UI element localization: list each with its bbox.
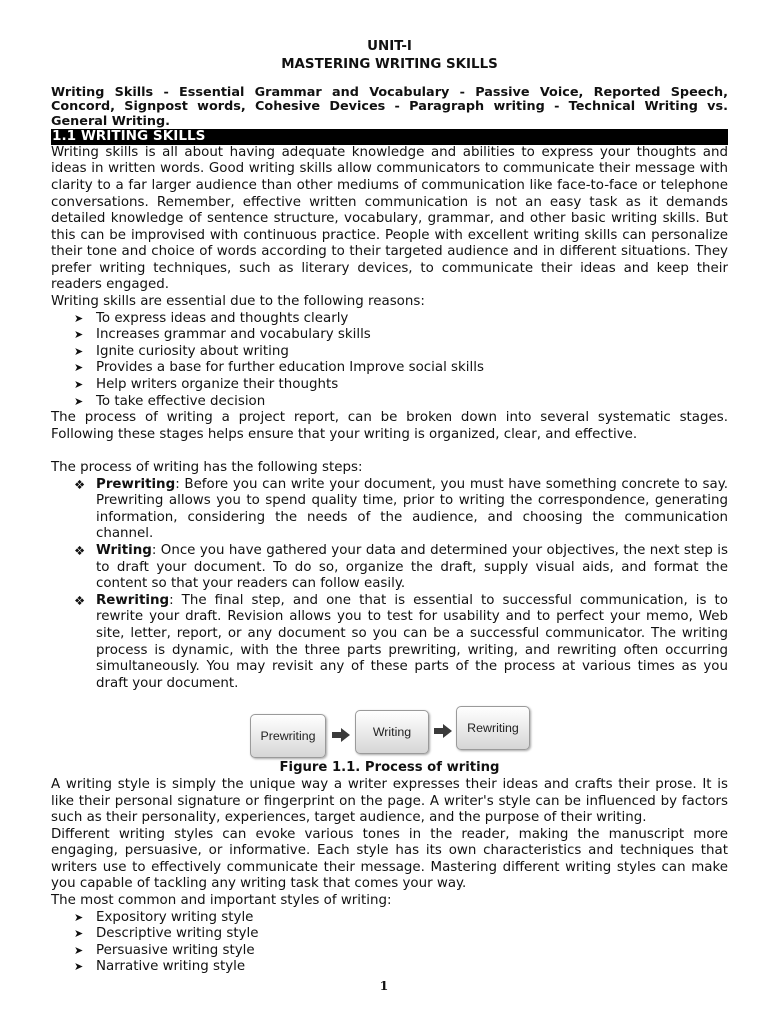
list-item: ➤ To express ideas and thoughts clearly: [74, 310, 349, 326]
arrowhead-bullet-icon: ➤: [74, 960, 84, 974]
diamond-bullet-icon: ❖: [74, 542, 86, 558]
writing-box: Writing: [355, 710, 429, 754]
steps-intro: The process of writing has the following steps:: [51, 460, 363, 475]
prewriting-box: Prewriting: [250, 714, 326, 758]
list-item: ➤ Help writers organize their thoughts: [74, 377, 339, 393]
arrowhead-bullet-icon: ➤: [74, 927, 84, 941]
figure-caption: Figure 1.1. Process of writing: [279, 760, 500, 776]
process-paragraph: The process of writing a project report, can be broken down into several systematic stages. Following these stages helps ensure that your writing is organized, clear, and effective.: [51, 410, 728, 442]
arrowhead-bullet-icon: ➤: [74, 943, 84, 957]
step-text: : The final step, and one that is essential to successful communication, is to rewrite your draft. Revision allows you to test for usability and to perfect your memo, Web site, letter, report, or any document so you can be a successful communicator. The writing process is dynamic, with the three parts prewriting, writing, and rewriting often occurring simultaneously. You may revisit any of these parts of the process at various times as you draft your document.: [96, 592, 728, 691]
document-page: [51, 38, 728, 976]
list-item: ➤ Narrative writing style: [74, 959, 246, 975]
list-item: ➤ Ignite curiosity about writing: [74, 343, 289, 359]
step-text: : Before you can write your document, you must have something concrete to say. Prewriting allows you to spend quality time, prior to writing the correspondence, generating information, considering the needs of the audience, and choosing the communication channel.: [96, 476, 728, 542]
diamond-bullet-icon: ❖: [74, 592, 86, 608]
right-arrow-icon: [332, 728, 350, 742]
arrowhead-bullet-icon: ➤: [74, 311, 84, 325]
style-paragraph: A writing style is simply the unique way a writer expresses their ideas and crafts their prose. It is like their personal signature or fingerprint on the page. A writer's style can be influenced by factors such as their personality, experiences, target audience, and the purpose of their writing.: [51, 776, 728, 826]
list-item: ➤ Provides a base for further education Improve social skills: [74, 360, 484, 376]
list-item: ➤ Descriptive writing style: [74, 926, 259, 942]
style-paragraph: Different writing styles can evoke various tones in the reader, making the manuscript more engaging, persuasive, or informative. Each style has its own characteristics and techniques that writers use to effectively communicate their message. Mastering different writing styles can make you capable of tackling any writing task that comes your way.: [51, 826, 728, 892]
list-item: ➤ Expository writing style: [74, 909, 254, 925]
arrowhead-bullet-icon: ➤: [74, 378, 84, 392]
list-item: [51, 477, 728, 543]
arrowhead-bullet-icon: ➤: [74, 361, 84, 375]
arrowhead-bullet-icon: ➤: [74, 394, 84, 408]
intro-paragraph: Writing skills is all about having adequate knowledge and abilities to express your thoughts and ideas in written words. Good writing skills allow communicators to communicate their message with clarity to a far larger audience than other mediums of communication like face-to-face or telephone conversations. Remember, effective written communication is not an easy task as it demands detailed knowledge of sentence structure, vocabulary, grammar, and other basic writing skills. But this can be improvised with continuous practice. People with excellent writing skills can personalize their tone and choice of words according to their targeted audience and in different situations. They prefer writing techniques, such as literary devices, to communicate their ideas and keep their readers engaged.: [51, 144, 728, 293]
list-item: [51, 543, 728, 593]
list-item: ➤ To take effective decision: [74, 393, 266, 409]
arrowhead-bullet-icon: ➤: [74, 910, 84, 924]
step-term: Writing: [96, 542, 152, 558]
unit-topics: Writing Skills - Essential Grammar and Vocabulary - Passive Voice, Reported Speech, Concord, Signpost words, Cohesive Devices - Paragraph writing - Technical Writing vs. General Writing.: [51, 85, 728, 129]
rewriting-box: Rewriting: [456, 706, 530, 750]
list-item: ➤ Persuasive writing style: [74, 942, 255, 958]
process-figure: [51, 704, 728, 758]
unit-subtitle: MASTERING WRITING SKILLS: [281, 57, 498, 72]
spacer: [51, 443, 728, 460]
reasons-intro: Writing skills are essential due to the following reasons:: [51, 294, 425, 310]
arrowhead-bullet-icon: ➤: [74, 344, 84, 358]
styles-intro: The most common and important styles of writing:: [51, 893, 392, 909]
unit-title: UNIT-I: [367, 39, 412, 54]
section-heading: 1.1 WRITING SKILLS: [51, 129, 728, 145]
page-number: 1: [379, 978, 389, 993]
step-text: : Once you have gathered your data and determined your objectives, the next step is to draft your document. To do so, organize the draft, supply visual aids, and format the content so that your readers can follow easily.: [96, 542, 728, 592]
right-arrow-icon: [434, 724, 452, 738]
styles-list: [51, 910, 728, 976]
arrowhead-bullet-icon: ➤: [74, 328, 84, 342]
diamond-bullet-icon: ❖: [74, 476, 86, 492]
reasons-list: [51, 311, 728, 411]
list-item: [51, 593, 728, 693]
list-item: ➤ Increases grammar and vocabulary skills: [74, 327, 371, 343]
step-term: Rewriting: [96, 592, 170, 608]
steps-list: [51, 477, 728, 693]
step-term: Prewriting: [96, 476, 176, 492]
